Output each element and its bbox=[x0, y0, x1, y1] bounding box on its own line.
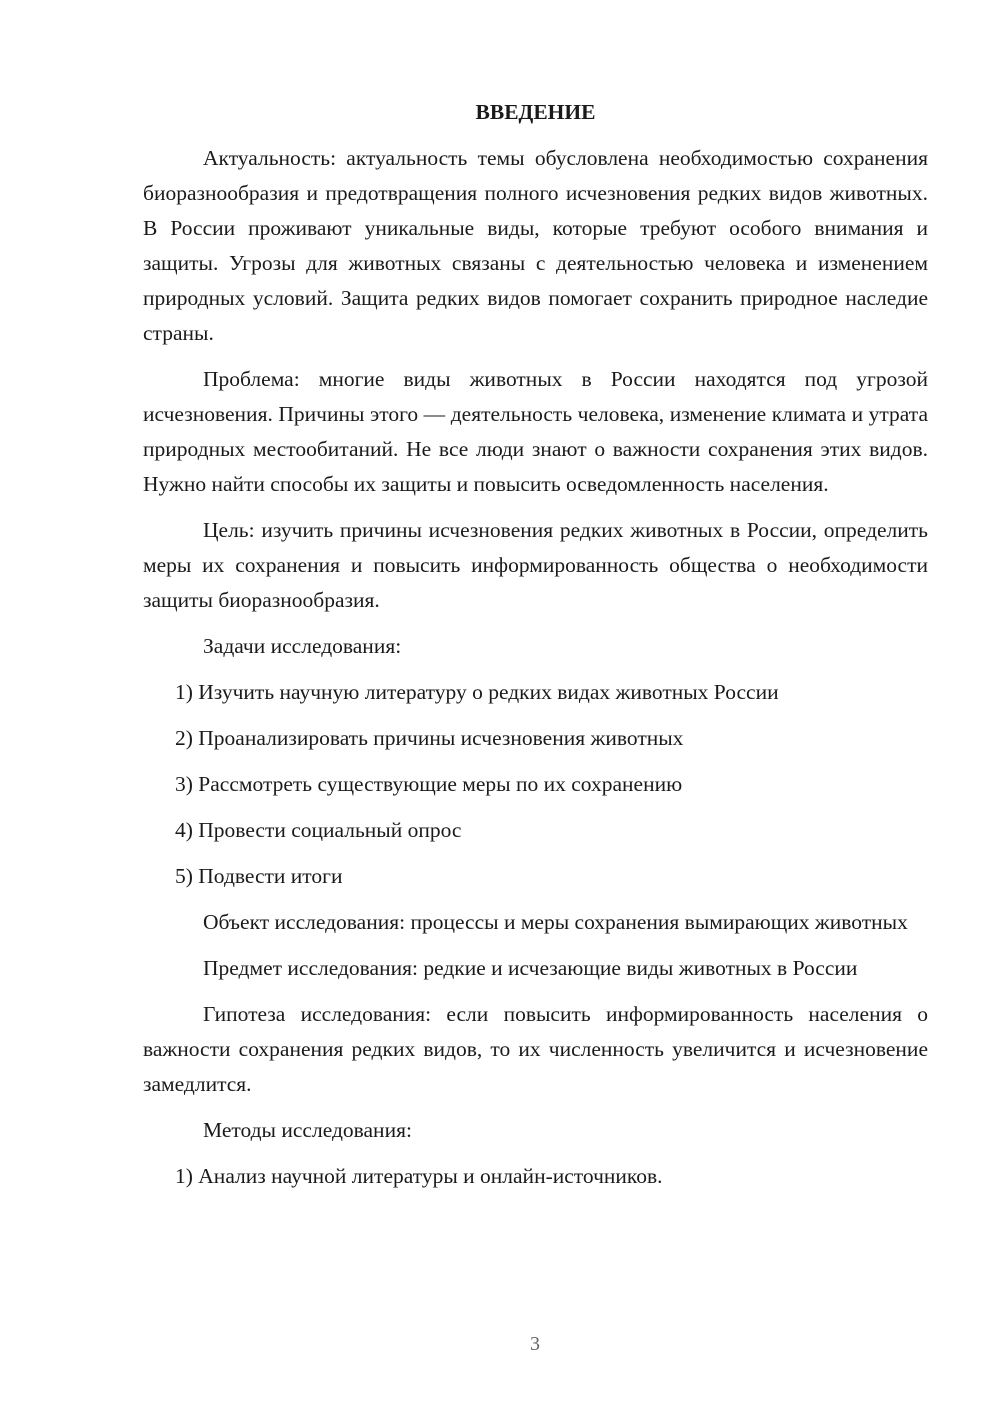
page-number: 3 bbox=[530, 1333, 540, 1355]
task-item: 1) Изучить научную литературу о редких видах животных России bbox=[175, 680, 779, 704]
object-paragraph: Объект исследования: процессы и меры сохранения вымирающих животных bbox=[203, 910, 908, 934]
subject-paragraph: Предмет исследования: редкие и исчезающие виды животных в России bbox=[203, 956, 858, 980]
method-item: 1) Анализ научной литературы и онлайн-источников. bbox=[175, 1164, 663, 1188]
hypothesis-paragraph: Гипотеза исследования: если повысить информированность населения о важности сохранения редких видов, то их численность увеличится и исчезновение замедлится. bbox=[143, 1002, 928, 1096]
task-item: 5) Подвести итоги bbox=[175, 864, 343, 888]
section-title: ВВЕДЕНИЕ bbox=[475, 100, 596, 124]
task-item: 3) Рассмотреть существующие меры по их сохранению bbox=[175, 772, 683, 796]
methods-heading: Методы исследования: bbox=[203, 1118, 412, 1142]
tasks-heading: Задачи исследования: bbox=[203, 634, 402, 658]
problem-paragraph: Проблема: многие виды животных в России находятся под угрозой исчезновения. Причины этого — деятельность человека, изменение климата и утрата природных местообитаний. Не все люди знают о важности сохранения этих видов. Нужно найти способы их защиты и повысить осведомленность населения. bbox=[143, 367, 928, 496]
relevance-paragraph: Актуальность: актуальность темы обусловлена необходимостью сохранения биоразнообразия и предотвращения полного исчезновения редких видов животных. В России проживают уникальные виды, которые требуют особого внимания и защиты. Угрозы для животных связаны с деятельностью человека и изменением природных условий. Защита редких видов помогает сохранить природное наследие страны. bbox=[143, 146, 928, 345]
task-item: 4) Провести социальный опрос bbox=[175, 818, 462, 842]
page-content bbox=[143, 95, 928, 1205]
task-item: 2) Проанализировать причины исчезновения животных bbox=[175, 726, 684, 750]
goal-paragraph: Цель: изучить причины исчезновения редких животных в России, определить меры их сохранения и повысить информированность общества о необходимости защиты биоразнообразия. bbox=[143, 518, 928, 612]
